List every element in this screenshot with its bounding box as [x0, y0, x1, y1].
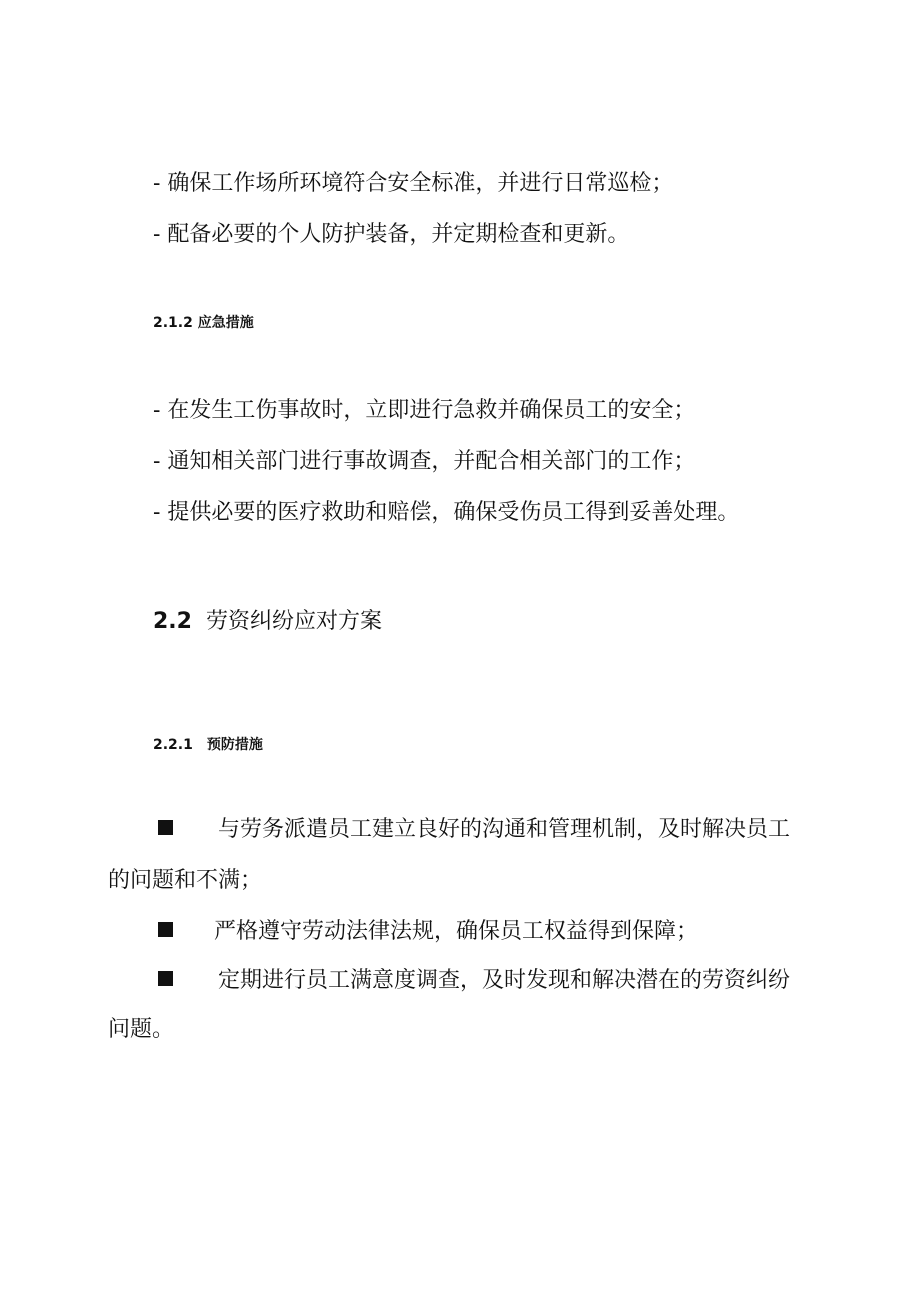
list-item: [158, 919, 173, 945]
list-item: [158, 968, 173, 994]
list-item-text: 与劳务派遣员工建立良好的沟通和管理机制，及时解决员工: [218, 817, 791, 842]
list-item-text: 严格遵守劳动法律法规，确保员工权益得到保障；: [214, 919, 699, 944]
list-item: - 在发生工伤事故时，立即进行急救并确保员工的安全；: [153, 398, 696, 423]
section-title: 劳资纠纷应对方案: [205, 609, 382, 634]
section-heading-2-1-2: 2.1.2 应急措施: [153, 315, 254, 331]
list-item: - 确保工作场所环境符合安全标准，并进行日常巡检；: [153, 171, 674, 196]
list-item-text-continued: 的问题和不满；: [108, 868, 263, 893]
section-heading-2-2-1: [153, 736, 263, 754]
section-heading-2-2: [153, 609, 382, 635]
section-title: 预防措施: [206, 737, 263, 753]
list-item: - 提供必要的医疗救助和赔偿，确保受伤员工得到妥善处理。: [153, 500, 740, 525]
square-bullet-icon: [158, 971, 173, 986]
square-bullet-icon: [158, 820, 173, 835]
list-item: [158, 817, 173, 843]
list-item: - 通知相关部门进行事故调查，并配合相关部门的工作；: [153, 449, 696, 474]
square-bullet-icon: [158, 922, 173, 937]
section-number: 2.2: [153, 609, 192, 634]
list-item-text-continued: 问题。: [108, 1017, 175, 1042]
list-item: - 配备必要的个人防护装备，并定期检查和更新。: [153, 222, 630, 247]
list-item-text: 定期进行员工满意度调查，及时发现和解决潜在的劳资纠纷: [218, 968, 791, 993]
section-number: 2.2.1: [153, 737, 193, 753]
